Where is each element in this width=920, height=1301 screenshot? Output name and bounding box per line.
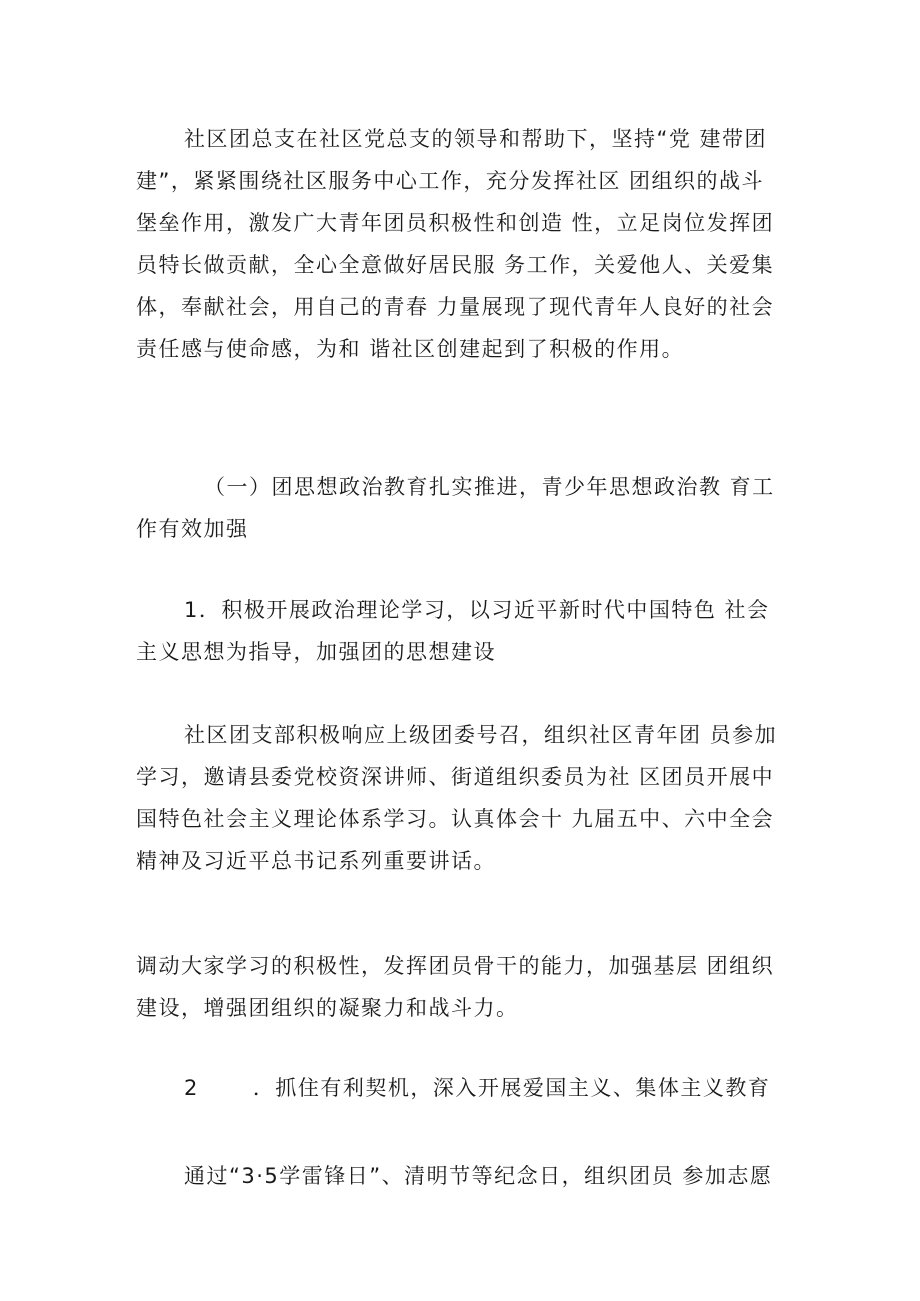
text-line: 体，奉献社会，用自己的青春 力量展现了现代青年人良好的社会 — [136, 295, 775, 319]
text-line: 责任感与使命感，为和 谐社区创建起到了积极的作用。 — [136, 337, 685, 361]
item-heading-1 — [136, 589, 796, 673]
text-line: 通过“3·5学雷锋日”、清明节等纪念日，组织团员 参加志愿 — [184, 1164, 773, 1188]
text-line: 学习，邀请县委党校资深讲师、街道组织委员为社 区团员开展中 — [136, 765, 775, 789]
text-line: 建”，紧紧围绕社区服务中心工作，充分发挥社区 团组织的战斗 — [136, 169, 765, 193]
text-line: 主义思想为指导，加强团的思想建设 — [136, 640, 496, 664]
paragraph-item-2 — [136, 1155, 796, 1197]
item-heading-2 — [136, 1067, 796, 1109]
text-line: 社区团支部积极响应上级团委号召，组织社区青年团 员参加 — [184, 723, 778, 747]
text-line: 建设，增强团组织的凝聚力和战斗力。 — [136, 996, 519, 1020]
section-heading-1 — [136, 466, 796, 550]
paragraph-item-1-continued — [136, 945, 796, 1029]
item-heading-text: ．抓住有利契机，深入开展爱国主义、集体主义教育 — [252, 1076, 771, 1100]
text-line: （一）团思想政治教育扎实推进，青少年思想政治教 育工 — [204, 475, 775, 499]
paragraph-intro — [136, 118, 796, 370]
text-line: 国特色社会主义理论体系学习。认真体会十 九届五中、六中全会 — [136, 807, 775, 831]
text-line: 调动大家学习的积极性，发挥团员骨干的能力，加强基层 团组织 — [136, 954, 775, 978]
item-number: 2 — [184, 1076, 199, 1100]
paragraph-item-1 — [136, 714, 796, 882]
text-line: 员特长做贡献，全心全意做好居民服 务工作，关爱他人、关爱集 — [136, 253, 775, 277]
text-line: 精神及习近平总书记系列重要讲话。 — [136, 849, 496, 873]
text-line: 堡垒作用，激发广大青年团员积极性和创造 性，立足岗位发挥团 — [136, 211, 775, 235]
text-line: 作有效加强 — [136, 517, 249, 541]
text-line: 社区团总支在社区党总支的领导和帮助下，坚持“党 建带团 — [184, 127, 768, 151]
text-line — [136, 1067, 796, 1109]
text-line: 1．积极开展政治理论学习，以习近平新时代中国特色 社会 — [184, 598, 770, 622]
